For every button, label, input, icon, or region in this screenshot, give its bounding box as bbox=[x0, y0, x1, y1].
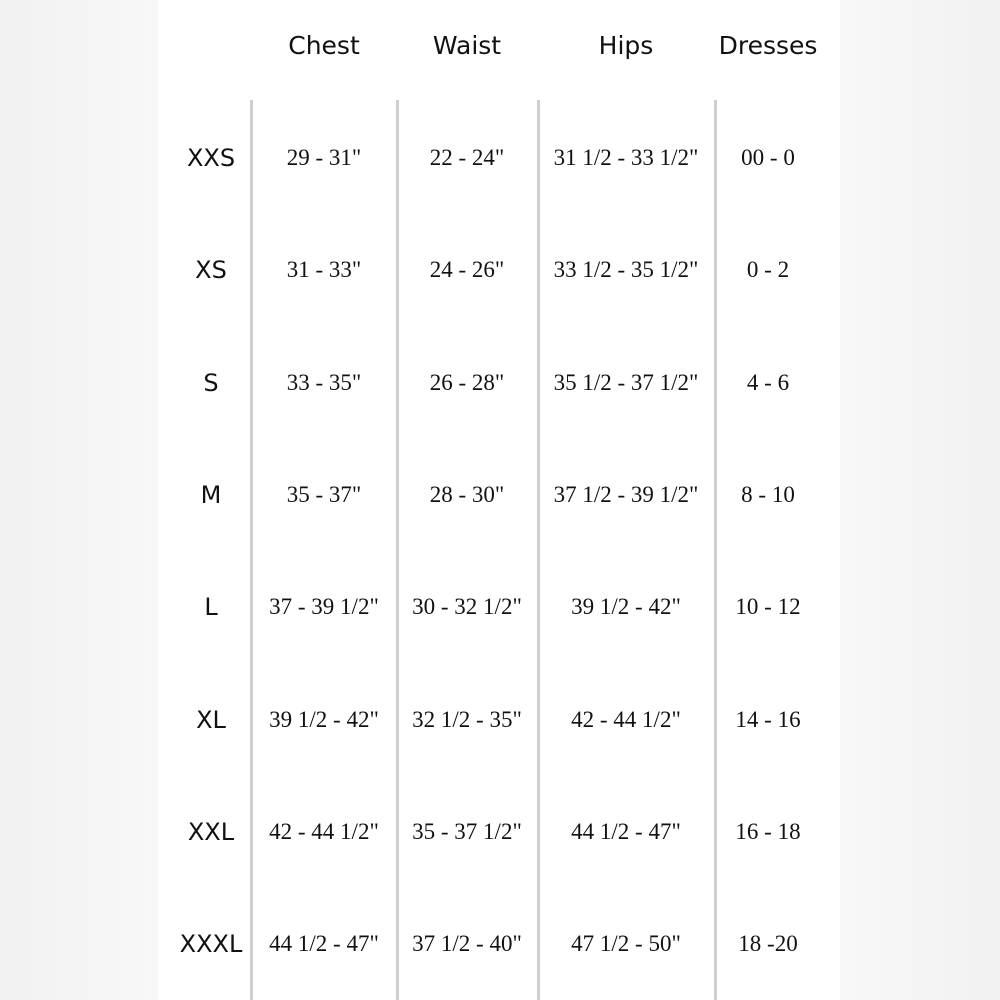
dresses-cell: 10 - 12 bbox=[735, 594, 801, 619]
hips-cell: 31 1/2 - 33 1/2" bbox=[553, 145, 699, 170]
dresses-cell: 4 - 6 bbox=[746, 370, 790, 395]
waist-cell: 32 1/2 - 35" bbox=[412, 707, 522, 732]
size-label: XL bbox=[196, 706, 226, 734]
column-divider bbox=[537, 100, 540, 1000]
size-label: L bbox=[204, 593, 218, 621]
waist-cell: 26 - 28" bbox=[429, 370, 505, 395]
chest-cell: 44 1/2 - 47" bbox=[269, 931, 379, 956]
hips-cell: 35 1/2 - 37 1/2" bbox=[553, 370, 699, 395]
size-label: XXL bbox=[187, 818, 235, 846]
hips-cell: 42 - 44 1/2" bbox=[571, 707, 681, 732]
hips-cell: 33 1/2 - 35 1/2" bbox=[553, 257, 699, 282]
chest-cell: 35 - 37" bbox=[286, 482, 362, 507]
size-label: S bbox=[203, 369, 219, 397]
waist-cell: 35 - 37 1/2" bbox=[412, 819, 522, 844]
waist-cell: 30 - 32 1/2" bbox=[412, 594, 522, 619]
size-label: XXXL bbox=[179, 930, 243, 958]
chest-cell: 42 - 44 1/2" bbox=[269, 819, 379, 844]
dresses-cell: 0 - 2 bbox=[746, 257, 790, 282]
hips-cell: 47 1/2 - 50" bbox=[571, 931, 681, 956]
column-divider bbox=[250, 100, 253, 1000]
waist-cell: 28 - 30" bbox=[429, 482, 505, 507]
chest-cell: 39 1/2 - 42" bbox=[269, 707, 379, 732]
chest-cell: 37 - 39 1/2" bbox=[269, 594, 379, 619]
hips-cell: 44 1/2 - 47" bbox=[571, 819, 681, 844]
header-dresses: Dresses bbox=[718, 31, 818, 60]
dresses-cell: 8 - 10 bbox=[741, 482, 795, 507]
chest-cell: 33 - 35" bbox=[286, 370, 362, 395]
size-label: XXS bbox=[186, 144, 236, 172]
chest-cell: 31 - 33" bbox=[286, 257, 362, 282]
column-divider bbox=[396, 100, 399, 1000]
header-waist: Waist bbox=[432, 31, 502, 60]
size-label: XS bbox=[195, 256, 227, 284]
dresses-cell: 18 -20 bbox=[738, 931, 798, 956]
chest-cell: 29 - 31" bbox=[286, 145, 362, 170]
waist-cell: 24 - 26" bbox=[429, 257, 505, 282]
header-chest: Chest bbox=[288, 31, 360, 60]
left-margin bbox=[0, 0, 158, 1000]
dresses-cell: 16 - 18 bbox=[735, 819, 801, 844]
hips-cell: 39 1/2 - 42" bbox=[571, 594, 681, 619]
dresses-cell: 14 - 16 bbox=[735, 707, 801, 732]
dresses-cell: 00 - 0 bbox=[741, 145, 795, 170]
waist-cell: 22 - 24" bbox=[429, 145, 505, 170]
size-label: M bbox=[200, 481, 222, 509]
hips-cell: 37 1/2 - 39 1/2" bbox=[553, 482, 699, 507]
header-hips: Hips bbox=[598, 31, 654, 60]
waist-cell: 37 1/2 - 40" bbox=[412, 931, 522, 956]
right-margin bbox=[840, 0, 1000, 1000]
column-divider bbox=[714, 100, 717, 1000]
